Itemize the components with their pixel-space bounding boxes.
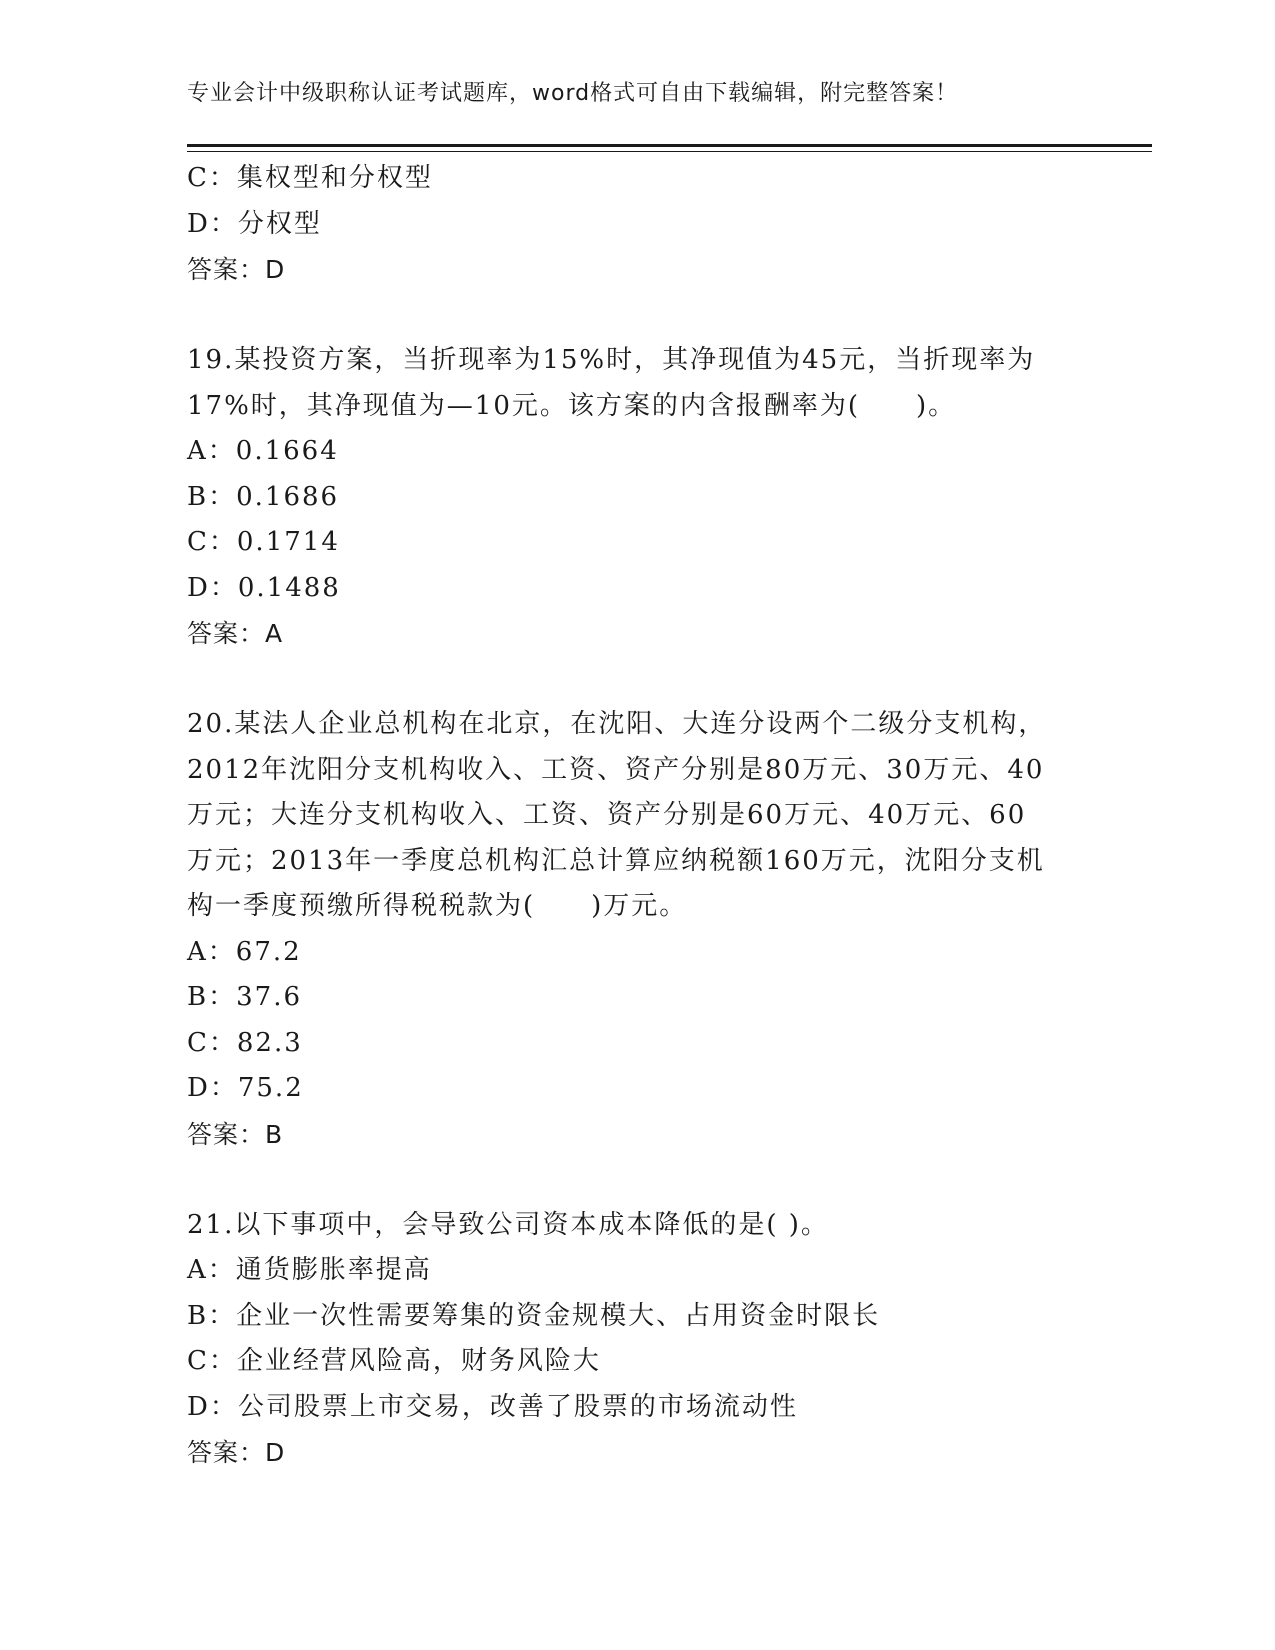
option-b: B：0.1686 xyxy=(187,481,340,512)
question-content xyxy=(187,156,1087,1476)
question-text-line: 万元；大连分支机构收入、工资、资产分别是60万元、40万元、60 xyxy=(187,800,1027,830)
answer-line: 答案：A xyxy=(187,619,284,648)
option-b: B：企业一次性需要筹集的资金规模大、占用资金时限长 xyxy=(187,1300,881,1331)
option-c: C：企业经营风险高，财务风险大 xyxy=(187,1346,601,1376)
option-a: A：通货膨胀率提高 xyxy=(187,1255,432,1285)
prev-question-block xyxy=(187,156,1087,293)
question-text-line: 21.以下事项中，会导致公司资本成本降低的是( )。 xyxy=(187,1209,829,1240)
header-rule-thick xyxy=(187,144,1152,147)
answer-line: 答案：B xyxy=(187,1119,284,1149)
option-d: D：分权型 xyxy=(187,208,322,239)
question-21 xyxy=(187,1203,1087,1476)
question-text-line: 2012年沈阳分支机构收入、工资、资产分别是80万元、30万元、40 xyxy=(187,754,1045,785)
option-a: A：67.2 xyxy=(187,936,302,967)
option-d: D：公司股票上市交易，改善了股票的市场流动性 xyxy=(187,1391,798,1422)
question-text-line: 20.某法人企业总机构在北京，在沈阳、大连分设两个二级分支机构， xyxy=(187,709,1047,739)
option-b: B：37.6 xyxy=(187,982,302,1012)
spacer xyxy=(187,657,1087,703)
option-c: C：0.1714 xyxy=(187,527,340,557)
option-d: D：75.2 xyxy=(187,1073,304,1103)
question-text-line: 17%时，其净现值为—10元。该方案的内含报酬率为( )。 xyxy=(187,390,957,421)
question-20 xyxy=(187,702,1087,1157)
question-19 xyxy=(187,338,1087,657)
spacer xyxy=(187,1157,1087,1203)
question-text-line: 构一季度预缴所得税税款为( )万元。 xyxy=(187,891,688,921)
option-c: C：集权型和分权型 xyxy=(187,163,433,193)
option-c: C：82.3 xyxy=(187,1027,303,1058)
answer-line: 答案：D xyxy=(187,255,286,284)
answer-line: 答案：D xyxy=(187,1438,286,1467)
page-header: 专业会计中级职称认证考试题库，word格式可自由下载编辑，附完整答案！ xyxy=(187,81,959,106)
option-a: A：0.1664 xyxy=(187,436,339,466)
header-rule-thin xyxy=(187,151,1152,152)
question-text-line: 万元；2013年一季度总机构汇总计算应纳税额160万元，沈阳分支机 xyxy=(187,845,1045,876)
question-text-line: 19.某投资方案，当折现率为15%时，其净现值为45元，当折现率为 xyxy=(187,345,1036,375)
option-d: D：0.1488 xyxy=(187,572,341,603)
spacer xyxy=(187,293,1087,339)
